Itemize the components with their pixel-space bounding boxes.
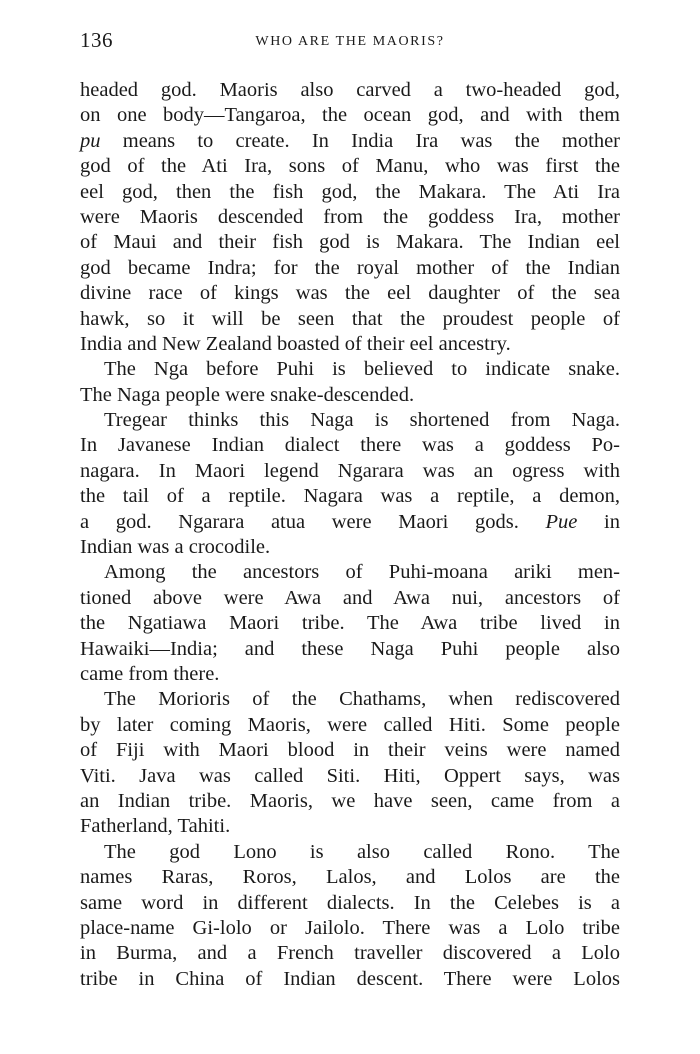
line-text: a god. Ngarara atua were Maori gods. — [80, 510, 546, 533]
line-text: means to create. In India Ira was the mother — [100, 129, 620, 152]
text-line — [80, 814, 620, 839]
text-line — [80, 967, 620, 992]
line-text: of Maui and their fish god is Makara. The Indian eel — [80, 231, 620, 254]
line-text: Among the ancestors of Puhi-moana ariki men- — [104, 561, 620, 584]
line-text: Hawaiki—India; and these Naga Puhi people also — [80, 637, 620, 660]
text-line — [80, 916, 620, 941]
line-text: hawk, so it will be seen that the proudest people of — [80, 307, 620, 330]
text-line — [80, 713, 620, 738]
line-text: Fatherland, Tahiti. — [80, 815, 231, 838]
line-text: eel god, then the fish god, the Makara. The Ati Ira — [80, 180, 620, 203]
text-line — [80, 332, 620, 357]
text-line — [80, 764, 620, 789]
text-line — [80, 129, 620, 154]
text-line — [80, 738, 620, 763]
line-text: in Burma, and a French traveller discovered a Lolo — [80, 942, 620, 965]
page-header — [80, 28, 620, 58]
text-line — [80, 433, 620, 458]
line-text: headed god. Maoris also carved a two-headed god, — [80, 79, 620, 101]
line-text: Viti. Java was called Siti. Hiti, Oppert says, was — [80, 764, 620, 787]
text-line — [80, 357, 620, 382]
line-text: tribe in China of Indian descent. There were Lolos — [80, 967, 620, 990]
line-text: In Javanese Indian dialect there was a goddess Po- — [80, 434, 620, 457]
line-text: Indian was a crocodile. — [80, 536, 271, 559]
line-text: The god Lono is also called Rono. The — [104, 840, 620, 863]
line-text: in — [577, 510, 620, 533]
line-text: god of the Ati Ira, sons of Manu, who was first the — [80, 155, 620, 178]
line-text: of Fiji with Maori blood in their veins were named — [80, 739, 620, 762]
text-line — [80, 789, 620, 814]
text-line — [80, 103, 620, 128]
text-line — [80, 205, 620, 230]
line-text: god became Indra; for the royal mother of the Indian — [80, 256, 620, 279]
text-line — [80, 383, 620, 408]
text-line — [80, 687, 620, 712]
line-text: place-name Gi-lolo or Jailolo. There was a Lolo tribe — [80, 916, 620, 939]
text-line — [80, 560, 620, 585]
line-text: came from there. — [80, 662, 220, 685]
line-text: an Indian tribe. Maoris, we have seen, came from a — [80, 789, 620, 812]
text-line — [80, 256, 620, 281]
line-text: The Naga people were snake-descended. — [80, 383, 415, 406]
text-line — [80, 637, 620, 662]
line-text: The Morioris of the Chathams, when rediscovered — [104, 688, 620, 711]
text-line — [80, 307, 620, 332]
text-line — [80, 459, 620, 484]
text-line — [80, 180, 620, 205]
text-line — [80, 408, 620, 433]
line-text: Tregear thinks this Naga is shortened from Naga. — [104, 409, 620, 432]
text-line — [80, 535, 620, 560]
body-text — [80, 78, 620, 992]
line-text: the Ngatiawa Maori tribe. The Awa tribe lived in — [80, 612, 620, 635]
line-text: tioned above were Awa and Awa nui, ancestors of — [80, 586, 620, 609]
line-text: same word in different dialects. In the Celebes is a — [80, 891, 620, 914]
text-line — [80, 281, 620, 306]
text-line — [80, 865, 620, 890]
line-text: were Maoris descended from the goddess Ira, mother — [80, 205, 620, 228]
text-line — [80, 840, 620, 865]
line-text: India and New Zealand boasted of their eel ancestry. — [80, 332, 511, 355]
text-line — [80, 891, 620, 916]
text-line — [80, 230, 620, 255]
italic-word: pu — [80, 129, 101, 152]
text-line — [80, 154, 620, 179]
line-text: on one body—Tangaroa, the ocean god, and with them — [80, 104, 620, 127]
running-head: WHO ARE THE MAORIS? — [255, 34, 445, 49]
line-text: by later coming Maoris, were called Hiti. Some people — [80, 713, 620, 736]
text-line — [80, 586, 620, 611]
text-line — [80, 510, 620, 535]
line-text: divine race of kings was the eel daughter of the sea — [80, 282, 620, 305]
text-line — [80, 78, 620, 103]
italic-word: Pue — [545, 510, 578, 533]
line-text: nagara. In Maori legend Ngarara was an ogress with — [80, 459, 620, 482]
text-line — [80, 941, 620, 966]
line-text: the tail of a reptile. Nagara was a reptile, a demon, — [80, 485, 620, 508]
line-text: names Raras, Roros, Lalos, and Lolos are the — [80, 866, 620, 889]
line-text: The Nga before Puhi is believed to indicate snake. — [104, 358, 620, 381]
text-line — [80, 611, 620, 636]
text-line — [80, 662, 620, 687]
page-number: 136 — [80, 28, 113, 52]
text-line — [80, 484, 620, 509]
